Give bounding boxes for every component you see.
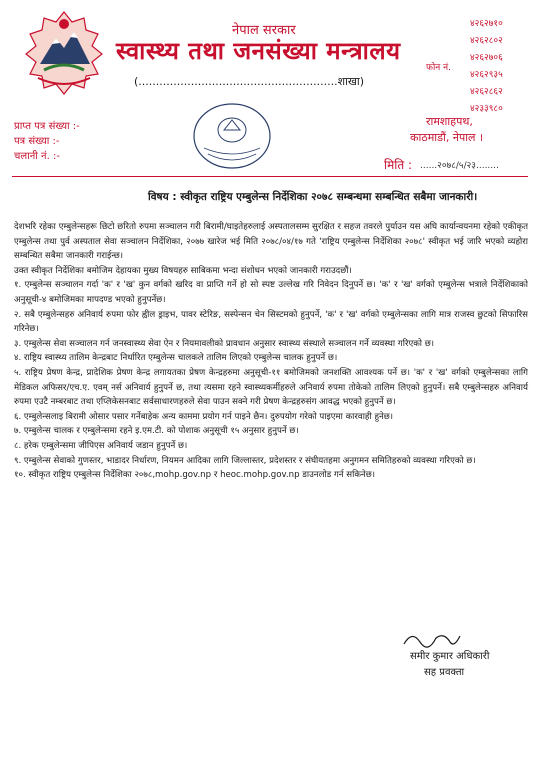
phone-number: ४२३३९८० bbox=[470, 104, 503, 114]
signature-scribble-icon bbox=[402, 628, 462, 650]
phone-number: ४२६२७१० bbox=[470, 19, 503, 29]
branch-line: (.........................................................शाखा) bbox=[134, 75, 365, 88]
government-emblem-icon bbox=[18, 8, 110, 96]
header-divider bbox=[12, 176, 528, 177]
address-street: रामशाहपथ, bbox=[426, 115, 473, 128]
intro-paragraph: देशभरि रहेका एम्बुलेन्सहरू छिटो छरितो रुपमा सञ्चालन गरी बिरामी/घाइतेहरुलाई अस्पतालसम्म सुरक्षित र सहज तवरले पुर्याउन यस अघि कार्यान्वयनमा रहेको एकीकृत एम्बुलेन्स तथा पुर्व अस्पताल सेवा सञ्चालन निर्देशिका, २०७७ खारेज भई मिति २०७८/०४/१७ गते 'राष्ट्रिय एम्बुलेन्स निर्देशिका २०७८' स्वीकृत भई जारि भएको व्यहोरा सम्बन्धित सबैमा जानकारी गराईन्छ। bbox=[14, 222, 528, 262]
list-item: ९. एम्बुलेन्स सेवाको गुणस्तर, भाडादर निर्धारण, नियमन आदिका लागि जिल्लास्तर, प्रदेशस्तर र संघीयतहमा अनुगमन समितिहरुको व्यवस्था गरिएको छ। bbox=[14, 455, 476, 466]
date-value: ......२०७८/५/२३........ bbox=[420, 161, 499, 171]
phone-number: ४२६२९३५ bbox=[470, 70, 503, 80]
letter-body bbox=[14, 220, 528, 483]
list-item: ७. एम्बुलेन्स चालक र एम्बुलेन्समा रहने इ.एम.टी. को पोशाक अनुसूची १५ अनुसार हुनुपर्ने छ। bbox=[14, 426, 299, 437]
list-item: ४. राष्ट्रिय स्वास्थ्य तालिम केन्द्रबाट निर्धारित एम्बुलेन्स चालकले तालिम लिएको एम्बुलेन्स चालक हुनुपर्ने छ। bbox=[14, 353, 338, 364]
list-item: १. एम्बुलेन्स सञ्चालन गर्दा 'क' र 'ख' कुन वर्गको खरिद वा प्राप्ति गर्ने हो सो स्पष्ट उल्लेख गरि निवेदन दिनुपर्ने छ। 'क' र 'ख' वर्गको एम्बुलेन्स भत्राले निर्देशिकाको अनुसूची-४ बमोजिमका मापदण्ड भएको हुनुपर्नेछ। bbox=[14, 280, 528, 305]
signatory-role: सह प्रवक्ता bbox=[424, 667, 465, 678]
list-item: १०. स्वीकृत राष्ट्रिय एम्बुलेन्स निर्देशिका २०७८,mohp.gov.np र heoc.mohp.gov.np डाउनलोड गर्न सकिनेछ। bbox=[14, 470, 375, 481]
lead-paragraph: उक्त स्वीकृत निर्देशिका बमोजिम देहायका मुख्य विषयहरु साबिकमा भन्दा संशोधन भएको जानकारी गराउदछौं। bbox=[14, 265, 352, 276]
list-item: ६. एम्बुलेन्सलाइ बिरामी ओसार पसार गर्नेबाहेक अन्य काममा प्रयोग गर्न पाइने छैन। दुरुपयोग गरेको पाइएमा कारवाही हुनेछ। bbox=[14, 411, 394, 422]
letter-number-label: पत्र संख्या :- bbox=[14, 136, 60, 147]
signatory-name: समीर कुमार अधिकारी bbox=[410, 651, 490, 662]
phone-number: ४२६२८०२ bbox=[470, 36, 503, 46]
list-item: ३. एम्बुलेन्स सेवा सञ्चालन गर्न जनस्वास्थ्य सेवा ऐन र नियमावलीको प्रावधान अनुसार स्वास्थ्य संस्थाले सञ्चालन गर्ने व्यवस्था गरिएको छ। bbox=[14, 338, 435, 349]
address-city: काठमाडौं, नेपाल । bbox=[410, 131, 484, 144]
dispatch-number-label: चलानी नं. :- bbox=[14, 151, 60, 162]
subject-line: विषय : स्वीकृत राष्ट्रिय एम्बुलेन्स निर्देशिका २०७८ सम्बन्धमा सम्बन्धित सबैमा जानकारी। bbox=[148, 191, 478, 203]
government-name: नेपाल सरकार bbox=[232, 23, 296, 38]
ministry-name: स्वास्थ्य तथा जनसंख्या मन्त्रालय bbox=[116, 37, 401, 65]
phone-list bbox=[470, 16, 503, 118]
phone-number: ४२६२७०६ bbox=[470, 53, 503, 63]
list-item: २. सबै एम्बुलेन्सहरु अनिवार्य रुपमा फोर ह्वील ड्राइभ, पावर स्टेरिङ, सस्पेन्सन चेन सिस्टमको हुनुपर्ने, 'क' र 'ख' वर्गको एम्बुलेन्सका लागि मात्र राजस्व छुटको सिफारिस गरिनेछ। bbox=[14, 309, 528, 335]
received-number-label: प्राप्त पत्र संख्या :- bbox=[14, 121, 80, 132]
list-item: ८. हरेक एम्बुलेन्समा जीपिएस अनिवार्य जडान हुनुपर्ने छ। bbox=[14, 440, 188, 451]
date-label: मिति : bbox=[384, 158, 413, 172]
phone-number: ४२६२८६२ bbox=[470, 87, 503, 97]
phone-label: फोन नं. bbox=[426, 63, 451, 73]
list-item: ५. राष्ट्रिय प्रेषण केन्द्र, प्रादेशिक प्रेषण केन्द्र लगायतका प्रेषण केन्द्रहरुमा अनुसूची-११ बमोजिमको जनशक्ति आवश्यक पर्ने छ। 'क' र 'ख' वर्गको एम्बुलेन्सका लागि मेडिकल अफिसर/एच.ए. एवम् नर्स अनिवार्य हुनुपर्ने छ, तथा त्यसमा रहने स्वास्थ्यकर्मीहरुले अनिवार्य रुपमा तोकेको तालिम लिएको हुनुपर्ने। सबै एम्बुलेन्सहरु अनिवार्य रुपमा एउटै नम्बरबाट तथा एप्लिकेसनबाट सर्वसाधारणहरुले सेवा पाउन सक्ने गरी प्रेषण केन्द्रहरुसंग आवद्ध भएको हुनुपर्ने छ। bbox=[14, 367, 528, 408]
office-seal-icon bbox=[190, 100, 274, 172]
